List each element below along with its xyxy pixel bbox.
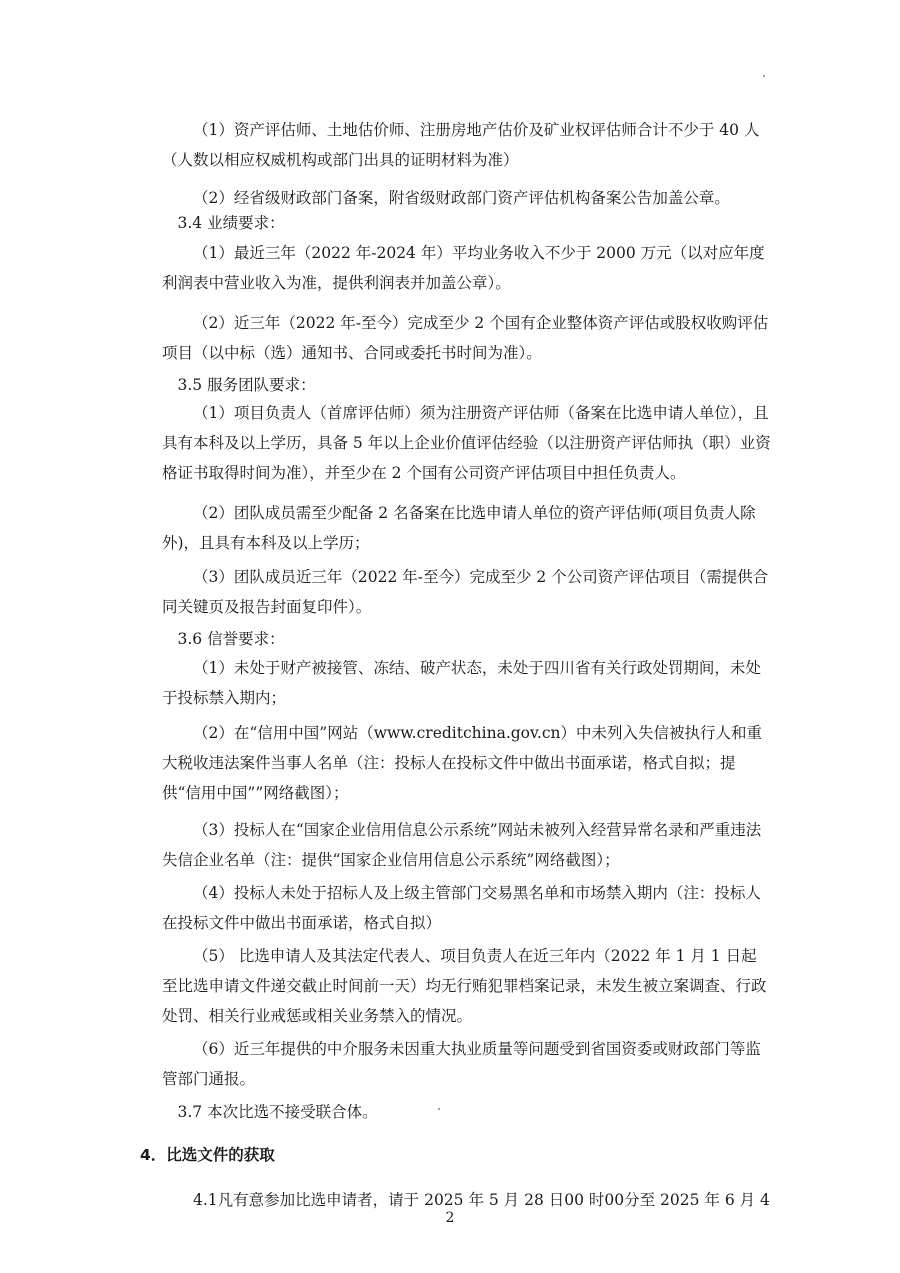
section-heading-3-6: 3.6 信誉要求： <box>177 630 285 648</box>
paragraph-team-projects: （3）团队成员近三年（2022 年-至今）完成至少 2 个公司资产评估项目（需提供合同关键页及报告封面复印件）。 <box>162 568 769 616</box>
scan-speck <box>438 1108 440 1110</box>
section-heading-3-7: 3.7 本次比选不接受联合体。 <box>177 1103 378 1121</box>
paragraph-revenue-requirement: （1）最近三年（2022 年-2024 年）平均业务收入不少于 2000 万元（以对应年度利润表中营业收入为准，提供利润表并加盖公章）。 <box>162 244 765 292</box>
paragraph-document-acquisition: 4.1凡有意参加比选申请者，请于 2025 年 5 月 28 日00 时00分至 2025 年 6 月 4 <box>193 1191 770 1209</box>
paragraph-filing-requirement: （2）经省级财政部门备案，附省级财政部门资产评估机构备案公告加盖公章。 <box>193 189 730 207</box>
scan-speck <box>763 75 765 77</box>
section-heading-4: 4．比选文件的获取 <box>140 1146 275 1164</box>
paragraph-project-requirement: （2）近三年（2022 年-至今）完成至少 2 个国有企业整体资产评估或股权收购评估项目（以中标（选）通知书、合同或委托书时间为准）。 <box>162 314 769 362</box>
paragraph-team-members: （2）团队成员需至少配备 2 名备案在比选申请人单位的资产评估师(项目负责人除外)，且具有本科及以上学历； <box>162 504 756 552</box>
section-heading-3-5: 3.5 服务团队要求： <box>177 376 316 394</box>
paragraph-project-leader: （1）项目负责人（首席评估师）须为注册资产评估师（备案在比选申请人单位），且具有本科及以上学历，具备 5 年以上企业价值评估经验（以注册资产评估师执（职）业资格证书取得时间为准），并至少在 2 个国有公司资产评估项目中担任负责人。 <box>162 404 771 482</box>
paragraph-staff-requirement: （1）资产评估师、土地估价师、注册房地产估价及矿业权评估师合计不少于 40 人（人数以相应权威机构或部门出具的证明材料为准） <box>162 121 760 169</box>
page-number: 2 <box>445 1210 455 1226</box>
paragraph-credit-china: （2）在“信用中国”网站（www.creditchina.gov.cn）中未列入失信被执行人和重大税收违法案件当事人名单（注：投标人在投标文件中做出书面承诺，格式自拟；提供“信用中国””网络截图）； <box>162 724 763 802</box>
paragraph-credit-status: （1）未处于财产被接管、冻结、破产状态，未处于四川省有关行政处罚期间，未处于投标禁入期内； <box>162 659 761 707</box>
paragraph-enterprise-credit: （3）投标人在“国家企业信用信息公示系统”网站未被列入经营异常名录和严重违法失信企业名单（注：提供“国家企业信用信息公示系统”网络截图）； <box>162 821 762 869</box>
paragraph-no-bribery-record: （5） 比选申请人及其法定代表人、项目负责人在近三年内（2022 年 1 月 1 日起至比选申请文件递交截止时间前一天）均无行贿犯罪档案记录，未发生被立案调查、行政处罚、相关行业戒惩或相关业务禁入的情况。 <box>162 947 767 1025</box>
paragraph-service-quality: （6）近三年提供的中介服务未因重大执业质量等问题受到省国资委或财政部门等监管部门通报。 <box>162 1040 761 1088</box>
section-heading-3-4: 3.4 业绩要求： <box>177 214 285 232</box>
paragraph-blacklist: （4）投标人未处于招标人及上级主管部门交易黑名单和市场禁入期内（注：投标人在投标文件中做出书面承诺，格式自拟） <box>162 884 761 932</box>
